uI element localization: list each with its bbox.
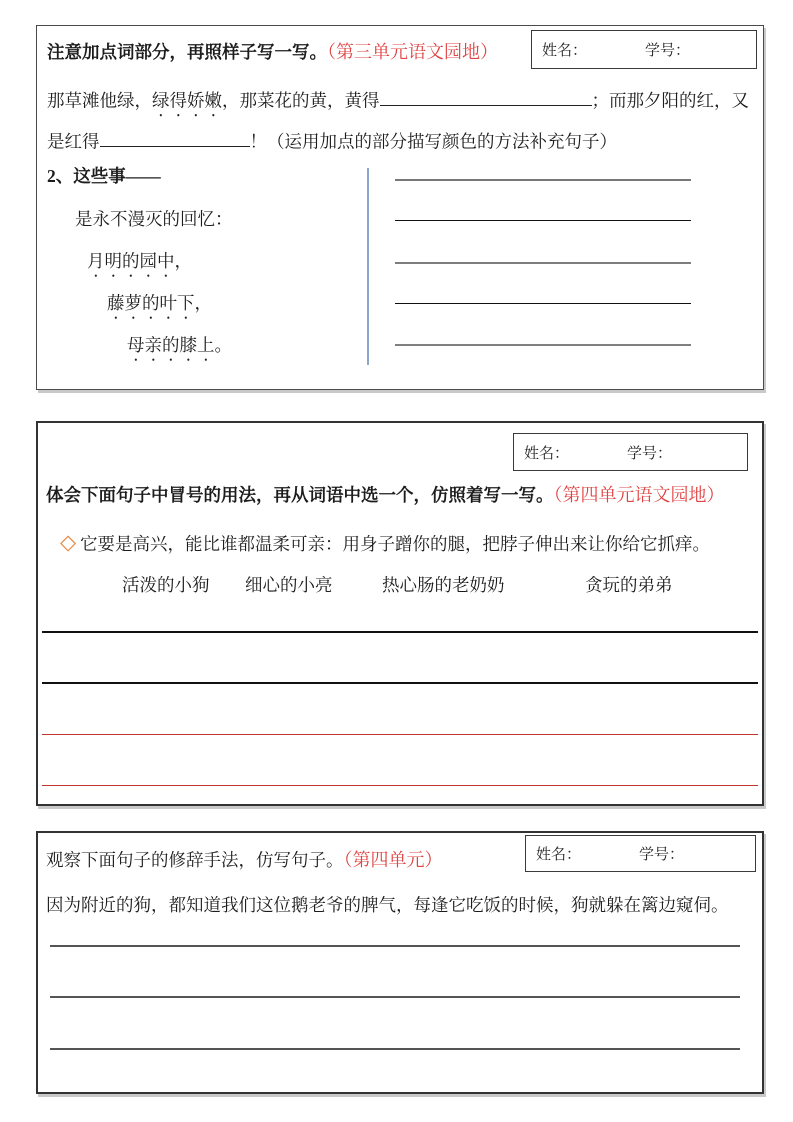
answer-line	[395, 344, 691, 346]
sentence1-mid: ，那菜花的黄，黄得	[222, 90, 380, 111]
name-id-box	[525, 835, 756, 872]
answer-line	[50, 1048, 740, 1050]
answer-line	[50, 996, 740, 998]
student-id-label: 学号：	[645, 43, 691, 59]
fill-blank-underline	[380, 86, 592, 106]
name-label: 姓名：	[524, 445, 570, 462]
word-options-row	[38, 572, 766, 596]
answer-line-red	[42, 785, 758, 786]
poem-line-emphasized: 母亲的膝上	[127, 335, 215, 355]
answer-line	[395, 220, 691, 221]
poem-line	[127, 332, 232, 365]
poem-line-punct: 。	[214, 335, 232, 355]
section2-title	[46, 481, 725, 507]
word-option: 热心肠的老奶奶	[382, 575, 505, 595]
example-sentence: 它要是高兴，能比谁都温柔可亲：用身子蹭你的腿，把脖子伸出来让你给它抓痒。	[80, 534, 710, 554]
poem-line-emphasized: 月明的园中	[87, 251, 175, 271]
answer-line	[42, 682, 758, 684]
name-id-box	[531, 30, 757, 69]
poem-line: 是永不漫灭的回忆：	[75, 209, 233, 229]
answer-line	[395, 262, 691, 264]
fill-blank-underline	[100, 127, 250, 147]
answer-line	[42, 631, 758, 633]
name-label: 姓名：	[536, 847, 582, 863]
poem-line-punct: ，	[174, 251, 192, 271]
section1-title	[47, 38, 498, 64]
section-box-1	[36, 25, 764, 390]
diamond-bullet-icon: ◇	[60, 530, 77, 554]
section2-title-text: 体会下面句子中冒号的用法，再从词语中选一个，仿照着写一写。	[46, 485, 554, 505]
poem-line	[107, 290, 212, 323]
answer-line-red	[42, 734, 758, 735]
sentence-line-1	[47, 86, 749, 120]
word-option: 细心的小亮	[245, 575, 333, 595]
name-label: 姓名：	[542, 43, 588, 59]
sentence-line-2	[47, 127, 617, 153]
example-sentence: 因为附近的狗，都知道我们这位鹅老爷的脾气，每逢它吃饭的时候，狗就躲在篱边窥伺。	[46, 895, 729, 915]
section1-title-text: 注意加点词部分，再照样子写一写。	[47, 42, 327, 62]
poem-line	[87, 248, 192, 281]
student-id-label: 学号：	[627, 445, 673, 462]
sentence2-pre: 是红得	[47, 131, 100, 152]
poem-line-emphasized: 藤萝的叶下	[107, 293, 195, 313]
name-id-box	[513, 433, 748, 471]
sentence1-post: ；而那夕阳的红，又	[591, 90, 749, 111]
section-box-3	[36, 831, 764, 1094]
section3-title-text: 观察下面句子的修辞手法，仿写句子。	[46, 850, 344, 870]
section-box-2	[36, 421, 764, 806]
section3-title-tag: （第四单元）	[343, 850, 443, 870]
word-option: 贪玩的弟弟	[585, 575, 673, 595]
answer-line	[395, 303, 691, 304]
sentence2-post: ！（运用加点的部分描写颜色的方法补充句子）	[249, 131, 617, 152]
answer-line	[50, 945, 740, 947]
section1-title-tag: （第三单元语文园地）	[327, 42, 498, 62]
sentence1-pre: 那草滩他绿，	[47, 90, 152, 111]
answer-column-divider	[367, 168, 369, 365]
section3-title	[46, 846, 443, 872]
sentence1-emphasized: 绿得娇嫩	[152, 90, 222, 111]
section2-title-tag: （第四单元语文园地）	[553, 485, 725, 505]
poem-line-punct: ，	[194, 293, 212, 313]
poem-title: 2、这些事——	[47, 166, 161, 186]
answer-line	[395, 179, 691, 181]
word-option: 活泼的小狗	[122, 575, 210, 595]
student-id-label: 学号：	[639, 847, 685, 863]
